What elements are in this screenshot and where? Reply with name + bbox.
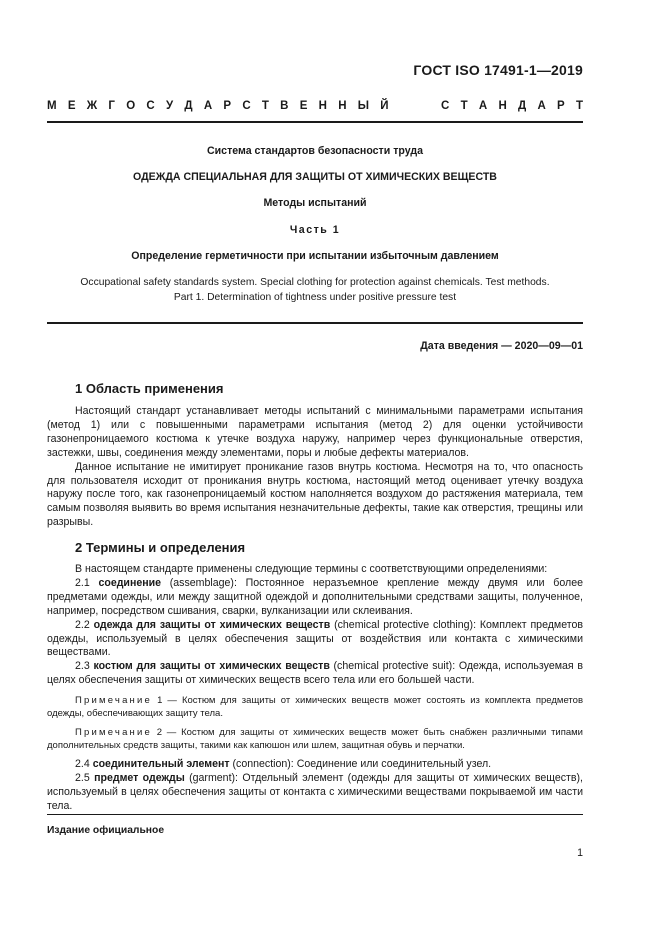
banner-letter: Е (67, 100, 76, 112)
banner-letter: Д (518, 100, 527, 112)
banner-letter: Е (299, 100, 308, 112)
banner-letter: Н (498, 100, 507, 112)
banner-letter: А (203, 100, 213, 112)
term-2-3 (47, 660, 583, 688)
section-2-intro: В настоящем стандарте применены следующие термины с соответствующими определениями: (75, 563, 548, 575)
banner-gap (400, 100, 430, 112)
main-title: ОДЕЖДА СПЕЦИАЛЬНАЯ ДЛЯ ЗАЩИТЫ ОТ ХИМИЧЕСКИХ ВЕЩЕСТВ (133, 171, 497, 183)
system-title: Система стандартов безопасности труда (207, 145, 423, 157)
interstate-standard-banner (47, 100, 583, 112)
section-2-body (47, 563, 583, 814)
note-label: Примечание (75, 727, 152, 739)
term-name: костюм для защиты от химических веществ (93, 660, 330, 673)
term-2-2 (47, 619, 583, 661)
term-2-1 (47, 577, 583, 619)
section-1-body (47, 405, 583, 530)
term-number: 2.2 (75, 618, 90, 631)
banner-letter: А (537, 100, 546, 112)
standard-number: ГОСТ ISO 17491-1—2019 (413, 62, 583, 78)
term-name: предмет одежды (94, 772, 185, 785)
banner-letter: Ж (86, 100, 98, 112)
banner-letter: С (441, 100, 450, 112)
note-1 (47, 694, 583, 720)
page-number: 1 (577, 847, 583, 859)
banner-letter: Г (108, 100, 115, 112)
header-divider (47, 121, 583, 123)
banner-letter: Т (261, 100, 269, 112)
banner-letter: Р (223, 100, 232, 112)
banner-letter: А (478, 100, 488, 112)
note-label: Примечание (75, 695, 152, 707)
banner-letter: Т (575, 100, 583, 112)
note-text: 2 — Костюм для защиты от химических веществ может быть снабжен различными типами дополнительных средств защиты, такими как капюшон или шлем, защитная обувь и перчатки. (47, 727, 583, 752)
term-2-5 (47, 772, 583, 814)
term-name: соединительный элемент (92, 758, 230, 771)
note-2 (47, 726, 583, 752)
banner-letter: У (165, 100, 174, 112)
term-name: соединение (98, 576, 162, 589)
banner-letter: Д (184, 100, 193, 112)
banner-letter: Р (557, 100, 565, 112)
term-number: 2.3 (75, 660, 90, 673)
english-title-line1: Occupational safety standards system. Special clothing for protection against chemicals. Test methods. (80, 277, 550, 288)
note-text: 1 — Костюм для защиты от химических веществ может состоять из комплекта предметов одежды, обеспечивающих защиту тела. (47, 695, 583, 720)
banner-letter: Н (318, 100, 327, 112)
term-number: 2.5 (75, 772, 90, 785)
part-title: Определение герметичности при испытании избыточным давлением (131, 250, 499, 262)
banner-letter: С (146, 100, 155, 112)
term-definition: (chemical protective clothing): Комплект предметов одежды, используемый в целях обеспечения защиты от воздействия или контакта с химическими веществами. (47, 618, 583, 659)
english-title (47, 276, 583, 305)
term-definition: (chemical protective suit): Одежда, используемая в целях обеспечения защиты от химических веществ всего тела или его большей части. (47, 660, 583, 687)
banner-letter: О (126, 100, 136, 112)
title-divider (47, 322, 583, 324)
banner-letter: В (280, 100, 289, 112)
introduction-date: Дата введения — 2020—09—01 (420, 340, 583, 352)
term-definition: (assemblage): Постоянное неразъемное крепление между двумя или более предметами одежды, или между защитной одеждой и дополнительными средствами защиты, полученное, например, посредством сшивания, сварки, вулканизации или склеивания. (47, 576, 583, 617)
term-definition: (connection): Соединение или соединительный узел. (229, 758, 492, 771)
banner-letter: С (242, 100, 251, 112)
term-definition: (garment): Отдельный элемент (одежды для защиты от химических веществ), используемый в целях обеспечения защиты от контакта с химическими веществами покрываемой им части тела. (47, 772, 583, 812)
banner-letter: Н (338, 100, 347, 112)
term-number: 2.1 (75, 576, 90, 589)
section-1-paragraph-2: Данное испытание не имитирует проникание газов внутрь костюма. Несмотря на то, что опасность для пользователя исходит от проникания внутрь костюма, настоящий метод оценивает утечку воздуха наружу после того, как газонепроницаемый костюм наполняется воздухом до растяжения материала, тем самым позволяя выявить во время испытания незначительные дефекты, такие как отверстия, трещины или разрывы. (47, 460, 583, 529)
term-number: 2.4 (75, 758, 90, 771)
part-label: Часть 1 (289, 224, 341, 236)
term-2-4 (47, 758, 583, 772)
banner-letter: М (47, 100, 57, 112)
banner-letter: Т (460, 100, 468, 112)
section-1-heading: 1 Область применения (75, 381, 224, 396)
english-title-line2: Part 1. Determination of tightness under positive pressure test (173, 291, 457, 303)
banner-letter: Й (380, 100, 389, 112)
term-name: одежда для защиты от химических веществ (93, 618, 331, 631)
section-2-heading: 2 Термины и определения (75, 540, 246, 555)
banner-letter: Ы (357, 100, 370, 112)
subtitle: Методы испытаний (263, 197, 367, 209)
official-edition-label: Издание официальное (47, 825, 165, 836)
footer-divider (47, 814, 583, 815)
section-1-paragraph-1: Настоящий стандарт устанавливает методы испытаний с минимальными параметрами испытания (метод 1) или с повышенными параметрами испытания (метод 2) для оценки устойчивости газонепроницаемого костюма к утечке воздуха наружу, например через функциональные отверстия, застежки, швы, соединения между элементами, поры и любые дефекты материалов. (47, 405, 583, 459)
